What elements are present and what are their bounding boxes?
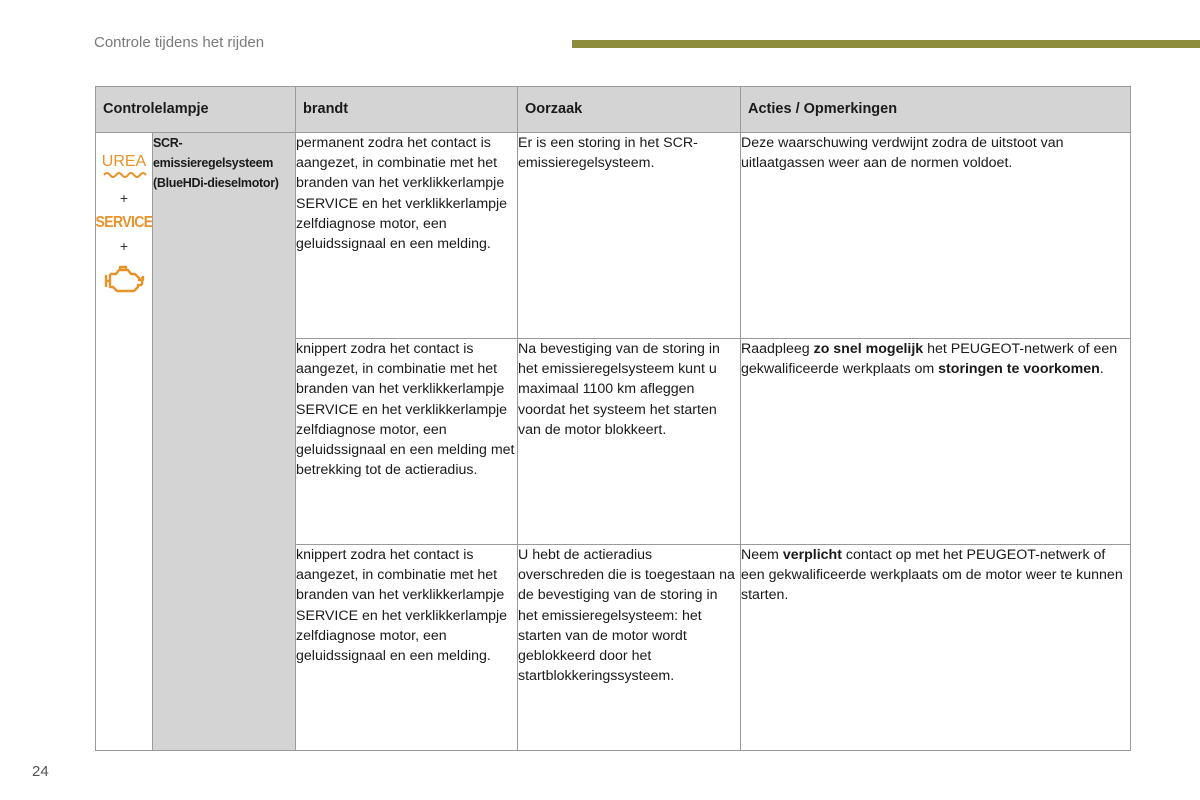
acties-emphasis: zo snel mogelijk [813, 341, 924, 357]
section-title: Controle tijdens het rijden [94, 34, 265, 51]
acties-text: contact op met het PEUGEOT-netwerk of een gekwalificeerde werkplaats om de motor weer te kunnen starten. [741, 547, 1123, 604]
acties-cell [741, 545, 1131, 751]
lamp-icons-cell [96, 133, 153, 751]
acties-emphasis: storingen te voorkomen [938, 361, 1100, 378]
svg-text:UREA: UREA [101, 153, 147, 170]
acties-emphasis: verplicht [782, 547, 842, 563]
col-header-controlelampje: Controlelampje [96, 87, 296, 133]
brandt-cell: knippert zodra het contact is aangezet, in combinatie met het branden van het verklikkerlampje SERVICE en het verklikkerlampje zelfdiagnose motor, een geluidssignaal en een melding. [296, 545, 518, 751]
brandt-cell: knippert zodra het contact is aangezet, in combinatie met het branden van het verklikkerlampje SERVICE en het verklikkerlampje zelfdiagnose motor, een geluidssignaal en een melding met betrekking tot de actieradius. [296, 339, 518, 545]
header-accent-bar [572, 40, 1200, 48]
acties-text: Deze waarschuwing verdwijnt zodra de uitstoot van uitlaatgassen weer aan de normen voldoet. [741, 135, 1064, 172]
oorzaak-cell: Er is een storing in het SCR-emissieregelsysteem. [518, 133, 741, 339]
brandt-cell: permanent zodra het contact is aangezet, in combinatie met het branden van het verklikkerlampje SERVICE en het verklikkerlampje zelfdiagnose motor, een geluidssignaal en een melding. [296, 133, 518, 339]
acties-text: het PEUGEOT-netwerk of een gekwalificeerde werkplaats om [741, 341, 1118, 378]
acties-text: Raadpleeg [741, 341, 814, 357]
col-header-oorzaak: Oorzaak [518, 87, 741, 133]
warning-lamp-table [95, 86, 1131, 751]
col-header-brandt: brandt [296, 87, 518, 133]
page-number: 24 [32, 763, 49, 780]
oorzaak-cell: Na bevestiging van de storing in het emissieregelsysteem kunt u maximaal 1100 km afleggen voordat het systeem het starten van de motor blokkeert. [518, 339, 741, 545]
table-row [96, 133, 1131, 339]
plus-sign: + [119, 190, 129, 206]
acties-text: Neem [741, 547, 783, 563]
engine-check-icon [102, 263, 146, 297]
acties-cell [741, 339, 1131, 545]
acties-cell [741, 133, 1131, 339]
service-icon: SERVICE [95, 211, 153, 231]
system-name-cell: SCR-emissieregelsysteem (BlueHDi-dieselmotor) [153, 133, 296, 751]
oorzaak-cell: U hebt de actieradius overschreden die is toegestaan na de bevestiging van de storing in het emissieregelsysteem: het starten van de motor wordt geblokkeerd door het startblokkeringssysteem. [518, 545, 741, 751]
col-header-acties: Acties / Opmerkingen [741, 87, 1131, 133]
acties-text: . [1099, 361, 1104, 378]
urea-icon [101, 151, 147, 181]
table-header-row [96, 87, 1131, 133]
plus-sign: + [119, 238, 129, 254]
